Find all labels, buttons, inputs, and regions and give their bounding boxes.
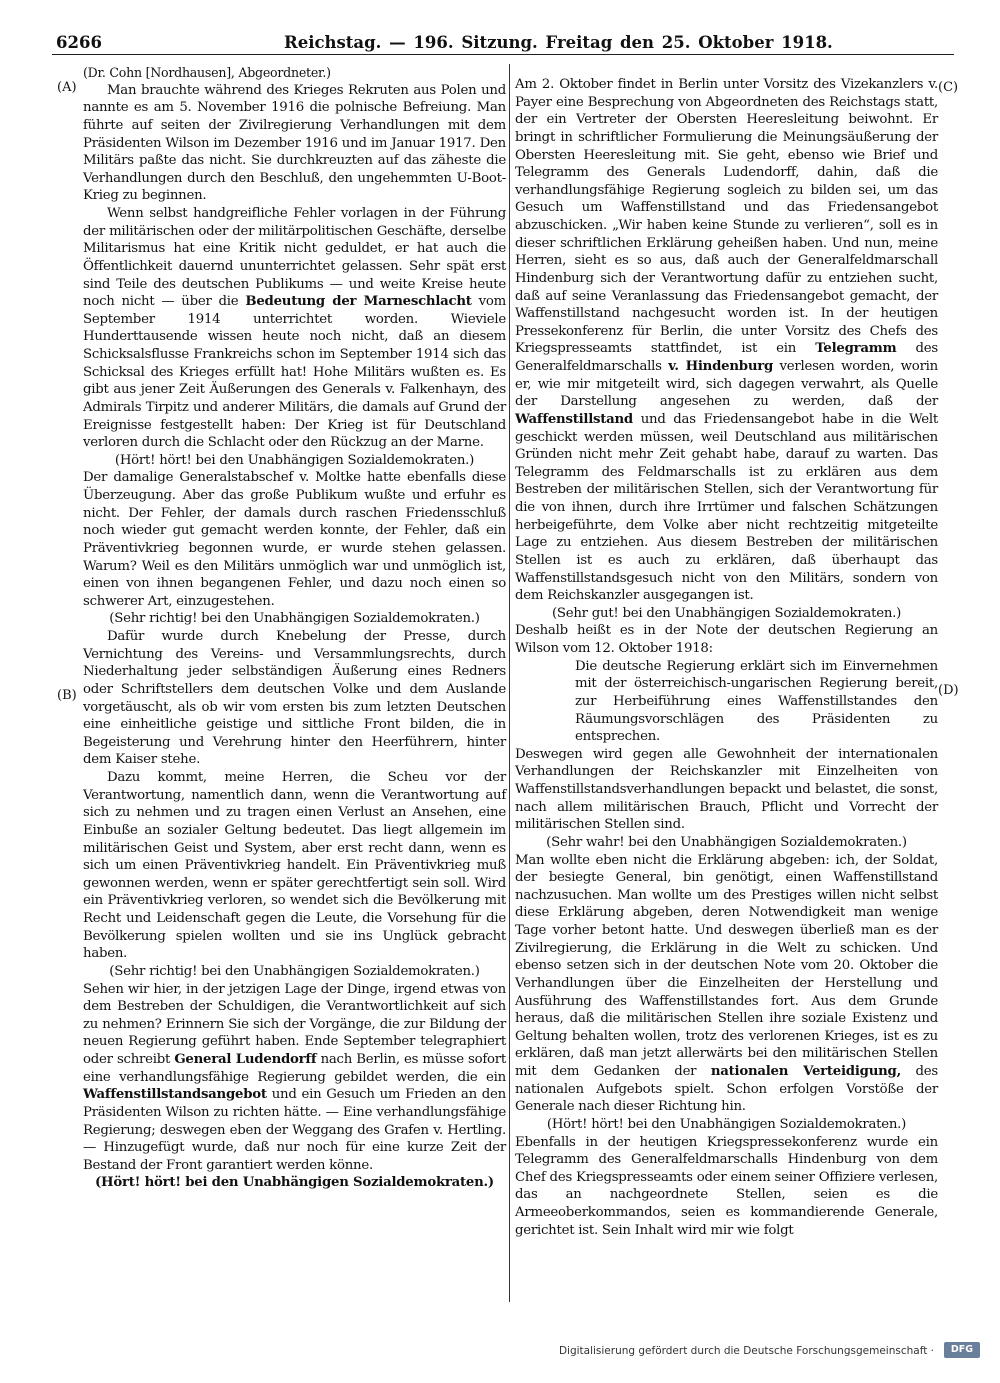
bold-phrase: General Ludendorff [174, 1052, 317, 1067]
paragraph: Deswegen wird gegen alle Gewohnheit der internationalen Verhandlungen der Reichskanzler mit Einzelheiten von Waffenstillstandsverhandlungen bepackt und belastet, die sonst, nach allem militärischen Brauch, Pflicht und Vorrecht der militärischen Stellen sind. [515, 746, 938, 833]
text-run: nach Berlin, es müsse sofort eine verhandlungsfähige Regierung gebildet werden, die ein [83, 1052, 506, 1085]
paragraph: Man brauchte während des Krieges Rekruten aus Polen und nannte es am 5. November 1916 die polnische Befreiung. Man führte auf seiten der Zivilregierung Verhandlungen mit dem Präsidenten Wilson im Dezember 1916 und im Januar 1917. Den Militärs paßte das nicht. Sie durchkreuzten auf das zäheste die Verhandlungen durch den Beschluß, den ungehemmten U-Boot-Krieg zu beginnen. [83, 82, 506, 204]
paragraph [83, 205, 506, 452]
bold-phrase: Bedeutung der Marneschlacht [245, 294, 472, 310]
paragraph: Ebenfalls in der heutigen Kriegspressekonferenz wurde ein Telegramm des Generalfeldmarschalls Hindenburg von dem Chef des Kriegspresseamts oder einem seiner Offiziere verlesen, das an nachgeordnete Stellen, seien es die Armeeoberkommandos, seien es kommandierende Generale, gerichtet ist. Sein Inhalt wird mir wie folgt [515, 1134, 938, 1238]
paragraph: Deshalb heißt es in der Note der deutschen Regierung an Wilson vom 12. Oktober 1918: [515, 623, 938, 656]
interjection: (Sehr gut! bei den Unabhängigen Sozialdemokraten.) [551, 605, 902, 621]
bold-phrase: Telegramm [815, 341, 897, 357]
margin-mark-c: (C) [938, 80, 959, 95]
text-run: vom September 1914 unterrichtet worden. Wieviele Hunderttausende wissen heute noch nicht, daß an diesem Schicksalsflusse Frankreichs schon im September 1914 sich das Schicksal des Krieges erfüllt hat! Hohe Militärs wußten es. Es gibt aus jener Zeit Äußerungen des Generals v. Falkenhayn, des Admirals Tirpitz und anderer Militärs, die damals auf Grund der Ereignisse festgestellt haben: Der Krieg ist für Deutschland verloren durch die Schlacht oder den Rückzug an der Marne. [83, 294, 506, 451]
margin-mark-d: (D) [938, 683, 959, 698]
text-run: Man wollte eben nicht die Erklärung abgeben: ich, der Soldat, der besiegte General, bin genötigt, einen Waffenstillstand nachzusuchen. Man wollte um des Prestiges willen nicht selbst diese Erklärung abgeben, deren Notwendigkeit man wenige Tage vorher betont hatte. Und deswegen überließ man es der Zivilregierung, die Erklärung in die Welt zu schicken. Und ebenso setzen sich in der deutschen Note vom 20. Oktober die Verhandlungen über die Einzelheiten der Herstellung und Ausführung des Waffenstillstandes fort. Aus dem Grunde heraus, daß die militärischen Stellen ihre soziale Existenz und Geltung behalten wollen, trotz des verlorenen Krieges, ist es zu erklären, daß man jetzt allerwärts bei den militärischen Stellen mit dem Gedanken der [515, 852, 938, 1079]
page-number: 6266 [56, 33, 102, 52]
bold-phrase: v. Hindenburg [668, 359, 774, 374]
margin-mark-a: (A) [57, 80, 77, 95]
bold-phrase: Waffenstillstand [515, 411, 633, 427]
paragraph [83, 981, 506, 1175]
text-run: und das Friedensangebot habe in die Welt geschickt werden müssen, weil Deutschland aus militärischen Gründen nicht mehr Zeit gehabt habe, darauf zu warten. Das Telegramm des Feldmarschalls ist zu erklären aus dem Bestreben der militärischen Stellen, sich der Verantwortung für die von ihnen, durch ihre Irrtümer und falschen Schätzungen herbeigeführte, dem Volke aber nicht rechtzeitig mitgeteilte Lage zu entziehen. Aus diesem Bestreben der militärischen Stellen ist es auch zu erklären, daß überhaupt das Waffenstillstandsgesuch nicht von den Militärs, sondern von dem Reichskanzler ausgegangen ist. [515, 411, 938, 604]
quoted-note: Die deutsche Regierung erklärt sich im Einvernehmen mit der österreichisch-ungarischen Regierung bereit, zur Herbeiführung eines Waffenstillstandes den Räumungsvorschlägen des Präsidenten zu entsprechen. [575, 658, 938, 745]
paragraph: Dazu kommt, meine Herren, die Scheu vor der Verantwortung, namentlich dann, wenn die Verantwortung auf sich zu nehmen und zu tragen einen Verlust an Ansehen, eine Einbuße an sozialer Geltung bedeutet. Das liegt allgemein im militärischen Geist und System, aber erst recht dann, wenn es sich um einen Präventivkrieg handelt. Ein Präventivkrieg muß gewonnen werden, wenn er später gerechtfertigt sein soll. Wird ein Präventivkrieg verloren, so wendet sich die Bevölkerung mit Recht und Leidenschaft gegen die Leute, die Vorsehung für die Bevölkerung spielen wollten und sie ins Unglück gebracht haben. [83, 770, 506, 962]
interjection: (Sehr richtig! bei den Unabhängigen Sozialdemokraten.) [109, 611, 480, 627]
running-header [52, 32, 954, 55]
interjection: (Hört! hört! bei den Unabhängigen Sozialdemokraten.) [114, 452, 475, 468]
right-column [515, 76, 938, 1239]
text-run: Wenn selbst handgreifliche Fehler vorlagen in der Führung der militärischen oder der militärpolitischen Geschäfte, derselbe Militarismus hat eine Kritik nicht geduldet, er hat auch die Öffentlichkeit dauernd ununterrichtet gelassen. Sehr spät erst sind Teile des deutschen Publikums — und weite Kreise heute noch nicht — über die [83, 206, 506, 310]
column-divider [509, 64, 510, 1302]
interjection: (Hört! hört! bei den Unabhängigen Sozialdemokraten.) [546, 1116, 907, 1132]
text-run: Am 2. Oktober findet in Berlin unter Vorsitz des Vizekanzlers v. Payer eine Besprechung von Abgeordneten des Reichstags statt, der ein Vertreter der Obersten Heeresleitung beiwohnt. Er bringt in schriftlicher Formulierung die Meinungsäußerung der Obersten Heeresleitung mit. Sie geht, ebenso wie Brief und Telegramm des Generals Ludendorff, dahin, daß die verhandlungsfähige Regierung sogleich zu bilden sei, um das Gesuch um Waffenstillstand und das Friedensangebot abzuschicken. „Wir haben keine Stunde zu verlieren“, soll es in dieser schriftlichen Erklärung geheißen haben. Und nun, meine Herren, sieht es so aus, daß auch der Generalfeldmarschall Hindenburg sich der Verantwortung dafür zu entziehen sucht, daß auf seine Veranlassung das Friedensangebot gemacht, der Waffenstillstand nachgesucht worden ist. In der heutigen Pressekonferenz für Berlin, die unter Vorsitz des Chefs des Kriegspresseamts stattfindet, ist ein [515, 77, 938, 357]
margin-mark-b: (B) [57, 688, 77, 703]
bold-phrase: nationalen Verteidigung, [710, 1064, 901, 1079]
text-run: des Generalfeldmarschalls [515, 341, 938, 374]
paragraph [515, 852, 938, 1116]
paragraph: Der damalige Generalstabschef v. Moltke hatte ebenfalls diese Überzeugung. Aber das große Publikum wußte und erfuhr es nicht. Der Fehler, der damals durch raschen Friedensschluß noch wieder gut gemacht werden konnte, der Fehler, daß ein Präventivkrieg begonnen wurde, er wurde stehen gelassen. Warum? Weil es den Militärs unmöglich war und unmöglich ist, einen von ihnen begangenen Fehler, und dazu noch einen so schwerer Art, einzugestehen. [83, 470, 506, 609]
interjection: (Sehr wahr! bei den Unabhängigen Sozialdemokraten.) [546, 834, 907, 850]
left-column [83, 64, 506, 1192]
paragraph: Dafür wurde durch Knebelung der Presse, durch Vernichtung des Vereins- und Versammlungsrechts, durch Niederhaltung jeder selbständigen Äußerung eines Redners oder Schriftstellers dem deutschen Volke und dem Auslande vorgetäuscht, als ob wir vom ersten bis zum letzten Deutschen eine einheitliche geistige und sittliche Front bilden, die in Begeisterung und Verehrung hinter den Heerführern, hinter dem Kaiser stehe. [83, 629, 506, 768]
digitization-credit: Digitalisierung gefördert durch die Deutsche Forschungsgemeinschaft · [558, 1345, 934, 1357]
dfg-logo: DFG [944, 1342, 980, 1358]
text-run: Sehen wir hier, in der jetzigen Lage der Dinge, irgend etwas von dem Bestreben der Schuldigen, die Verantwortlichkeit auf sich zu nehmen? Erinnern Sie sich der Vorgänge, die zur Bildung der neuen Regierung geführt haben. Ende September telegraphiert oder schreibt [83, 981, 506, 1067]
running-title: Reichstag. — 196. Sitzung. Freitag den 25. Oktober 1918. [284, 33, 833, 52]
paragraph [515, 76, 938, 605]
text-run: des nationalen Aufgebots spielt. Schon erfolgen Vorstöße der Generale nach dieser Richtung hin. [515, 1064, 938, 1115]
text-run: und ein Gesuch um Frieden an den Präsidenten Wilson zu richten hätte. — Eine verhandlungsfähige Regierung; deswegen eben der Weggang des Grafen v. Hertling. — Hinzugefügt wurde, daß nur noch für eine kurze Zeit der Bestand der Front garantiert werden könne. [83, 1087, 506, 1173]
bold-phrase: Waffenstillstandsangebot [83, 1087, 267, 1103]
speaker-line: (Dr. Cohn [Nordhausen], Abgeordneter.) [83, 65, 331, 80]
interjection: (Sehr richtig! bei den Unabhängigen Sozialdemokraten.) [109, 963, 480, 979]
text-run: verlesen worden, worin er, wie mir mitgeteilt wird, sich dagegen verwahrt, als Quelle der Darstellung angesehen zu werden, daß der [515, 359, 938, 410]
interjection: (Hört! hört! bei den Unabhängigen Sozialdemokraten.) [95, 1175, 494, 1191]
